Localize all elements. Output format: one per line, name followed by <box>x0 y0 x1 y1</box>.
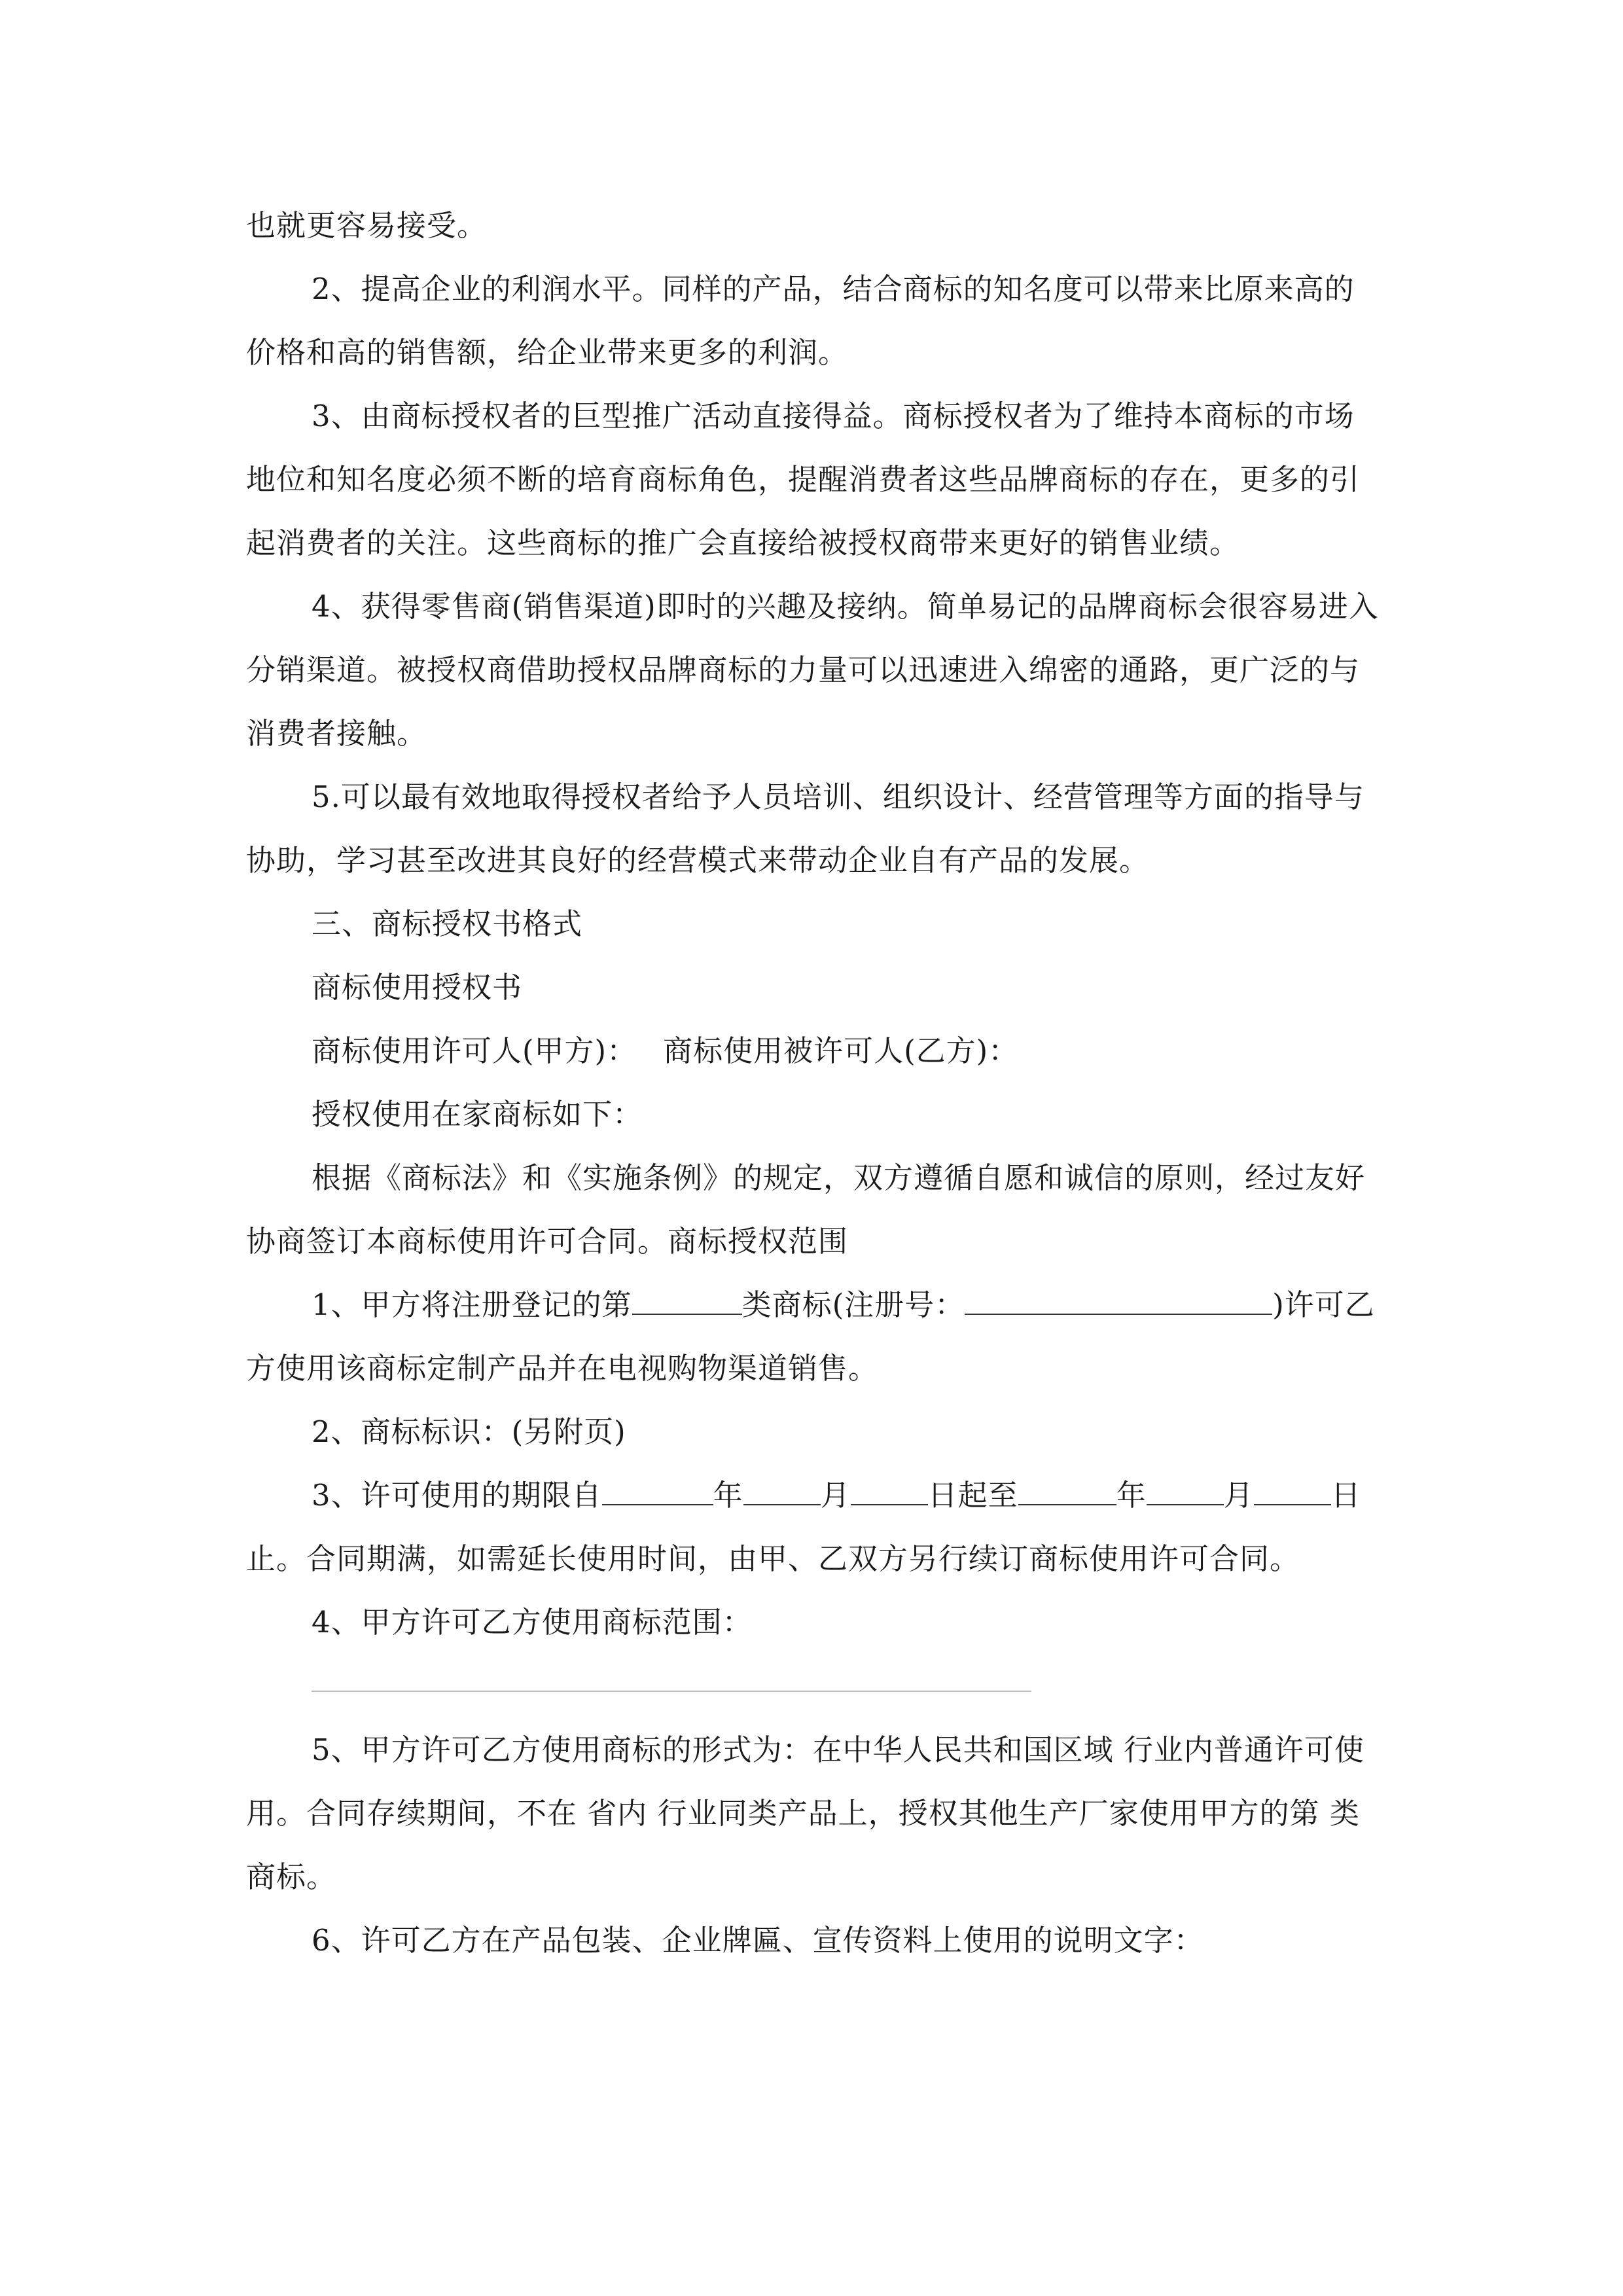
clause-5: 5、甲方许可乙方使用商标的形式为：在中华人民共和国区域 行业内普通许可使用。合同存续期间，不在 省内 行业同类产品上，授权其他生产厂家使用甲方的第 类商标。 <box>246 1732 1364 1894</box>
class-number-blank <box>632 1289 742 1315</box>
paragraph-point-4: 4、获得零售商(销售渠道)即时的兴趣及接纳。简单易记的品牌商标会很容易进入分销渠道。被授权商借助授权品牌商标的力量可以迅速进入绵密的通路，更广泛的与消费者接触。 <box>246 589 1379 751</box>
clause-2: 2、商标标识：(另附页) <box>312 1414 626 1449</box>
scope-blank-line <box>312 1691 1031 1692</box>
parties-line <box>246 1019 1382 1083</box>
start-month-blank <box>743 1479 821 1505</box>
start-day-blank <box>851 1479 928 1505</box>
document-title: 商标使用授权书 <box>312 970 523 1005</box>
clause-4: 4、甲方许可乙方使用商标范围： <box>312 1605 753 1640</box>
authorized-use-line: 授权使用在家商标如下： <box>312 1097 643 1132</box>
end-year-blank <box>1018 1479 1116 1505</box>
party-b-label: 商标使用被许可人(乙方)： <box>663 1033 1019 1068</box>
clause-1: 1、甲方将注册登记的第 类商标(注册号： )许可乙方使用该商标定制产品并在电视购物渠道销售。 <box>246 1287 1375 1386</box>
end-month-blank <box>1147 1479 1224 1505</box>
end-day-blank <box>1254 1479 1331 1505</box>
paragraph-point-2: 2、提高企业的利润水平。同样的产品，结合商标的知名度可以带来比原来高的价格和高的销售额，给企业带来更多的利润。 <box>246 272 1355 370</box>
start-year-blank <box>602 1479 713 1505</box>
legal-basis-paragraph: 根据《商标法》和《实施条例》的规定，双方遵循自愿和诚信的原则，经过友好协商签订本商标使用许可合同。商标授权范围 <box>246 1160 1366 1259</box>
document-body <box>246 194 1382 1972</box>
section-heading: 三、商标授权书格式 <box>312 906 583 941</box>
clause-6: 6、许可乙方在产品包装、企业牌匾、宣传资料上使用的说明文字： <box>312 1923 1204 1958</box>
paragraph-continuation: 也就更容易接受。 <box>246 208 488 243</box>
paragraph-point-5: 5.可以最有效地取得授权者给予人员培训、组织设计、经营管理等方面的指导与协助，学习甚至改进其良好的经营模式来带动企业自有产品的发展。 <box>246 780 1364 878</box>
paragraph-point-3: 3、由商标授权者的巨型推广活动直接得益。商标授权者为了维持本商标的市场地位和知名度必须不断的培育商标角色，提醒消费者这些品牌商标的存在，更多的引起消费者的关注。这些商标的推广会直接给被授权商带来更好的销售业绩。 <box>246 399 1361 560</box>
registration-number-blank <box>965 1289 1272 1315</box>
clause-3: 3、许可使用的期限自 年 月 日起至 年 月 日止。合同期满，如需延长使用时间，由甲、乙双方另行续订商标使用许可合同。 <box>246 1478 1361 1576</box>
party-a-label: 商标使用许可人(甲方)： <box>312 1033 637 1068</box>
